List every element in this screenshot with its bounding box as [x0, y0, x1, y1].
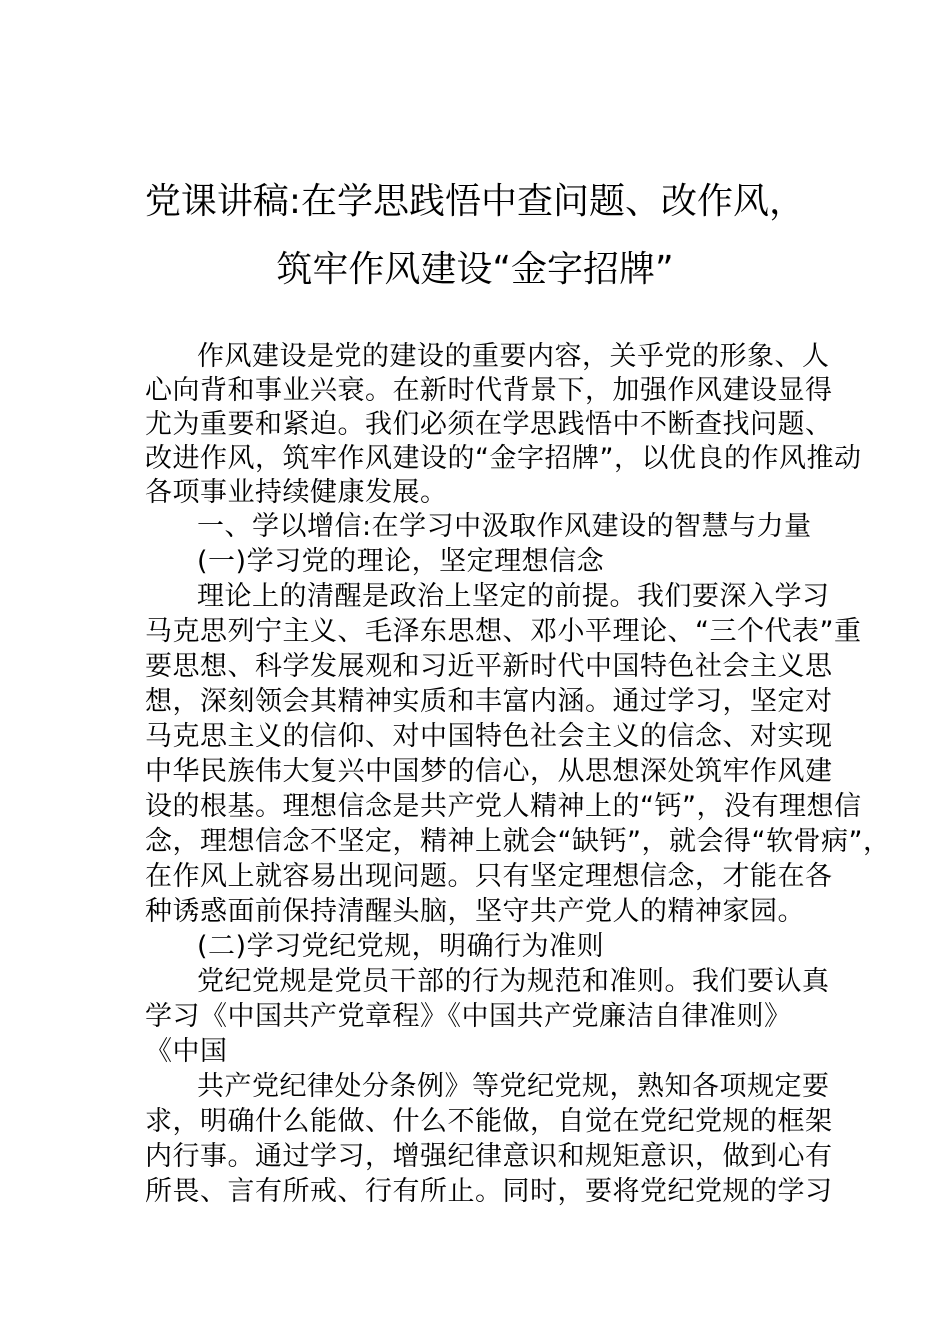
paragraph-line: 内行事。通过学习，增强纪律意识和规矩意识，做到心有: [145, 1141, 833, 1172]
paragraph-line: 学习《中国共产党章程》《中国共产党廉洁自律准则》: [145, 1001, 792, 1032]
paragraph-line: 在作风上就容易出现问题。只有坚定理想信念，才能在各: [145, 861, 833, 892]
paragraph-line: 共产党纪律处分条例》等党纪党规，熟知各项规定要: [197, 1071, 830, 1102]
paragraph-line: 求，明确什么能做、什么不能做，自觉在党纪党规的框架: [145, 1106, 833, 1137]
paragraph-line: 改进作风，筑牢作风建设的“金字招牌”，以优良的作风推动: [145, 443, 862, 474]
paragraph-line: 党纪党规是党员干部的行为规范和准则。我们要认真: [197, 966, 830, 997]
subsection-heading: (一)学习党的理论，坚定理想信念: [197, 546, 605, 577]
section-heading: 一、学以增信:在学习中汲取作风建设的智慧与力量: [197, 511, 812, 542]
document-title-line-1: 党课讲稿:在学思践悟中查问题、改作风，: [144, 181, 806, 222]
paragraph-line: 所畏、言有所戒、行有所止。同时，要将党纪党规的学习: [145, 1176, 833, 1207]
paragraph-line: 理论上的清醒是政治上坚定的前提。我们要深入学习: [197, 581, 830, 612]
paragraph-line: 念，理想信念不坚定，精神上就会“缺钙”，就会得“软骨病”，: [145, 826, 891, 857]
paragraph-line: 《中国: [145, 1036, 228, 1067]
paragraph-line: 设的根基。理想信念是共产党人精神上的“钙”，没有理想信: [145, 791, 862, 822]
paragraph-line: 各项事业持续健康发展。: [145, 477, 448, 508]
paragraph-line: 要思想、科学发展观和习近平新时代中国特色社会主义思: [145, 651, 833, 682]
paragraph-line: 中华民族伟大复兴中国梦的信心，从思想深处筑牢作风建: [145, 756, 833, 787]
paragraph-line: 种诱惑面前保持清醒头脑，坚守共产党人的精神家园。: [145, 896, 805, 927]
paragraph-line: 心向背和事业兴衰。在新时代背景下，加强作风建设显得: [145, 375, 833, 406]
paragraph-line: 尤为重要和紧迫。我们必须在学思践悟中不断查找问题、: [145, 409, 833, 440]
paragraph-line: 想，深刻领会其精神实质和丰富内涵。通过学习，坚定对: [145, 686, 833, 717]
subsection-heading: (二)学习党纪党规，明确行为准则: [197, 931, 605, 962]
paragraph-line: 马克思主义的信仰、对中国特色社会主义的信念、对实现: [145, 721, 833, 752]
document-title-line-2: 筑牢作风建设“金字招牌”: [276, 249, 674, 290]
paragraph-line: 马克思列宁主义、毛泽东思想、邓小平理论、“三个代表”重: [145, 616, 862, 647]
paragraph-line: 作风建设是党的建设的重要内容，关乎党的形象、人: [197, 341, 830, 372]
